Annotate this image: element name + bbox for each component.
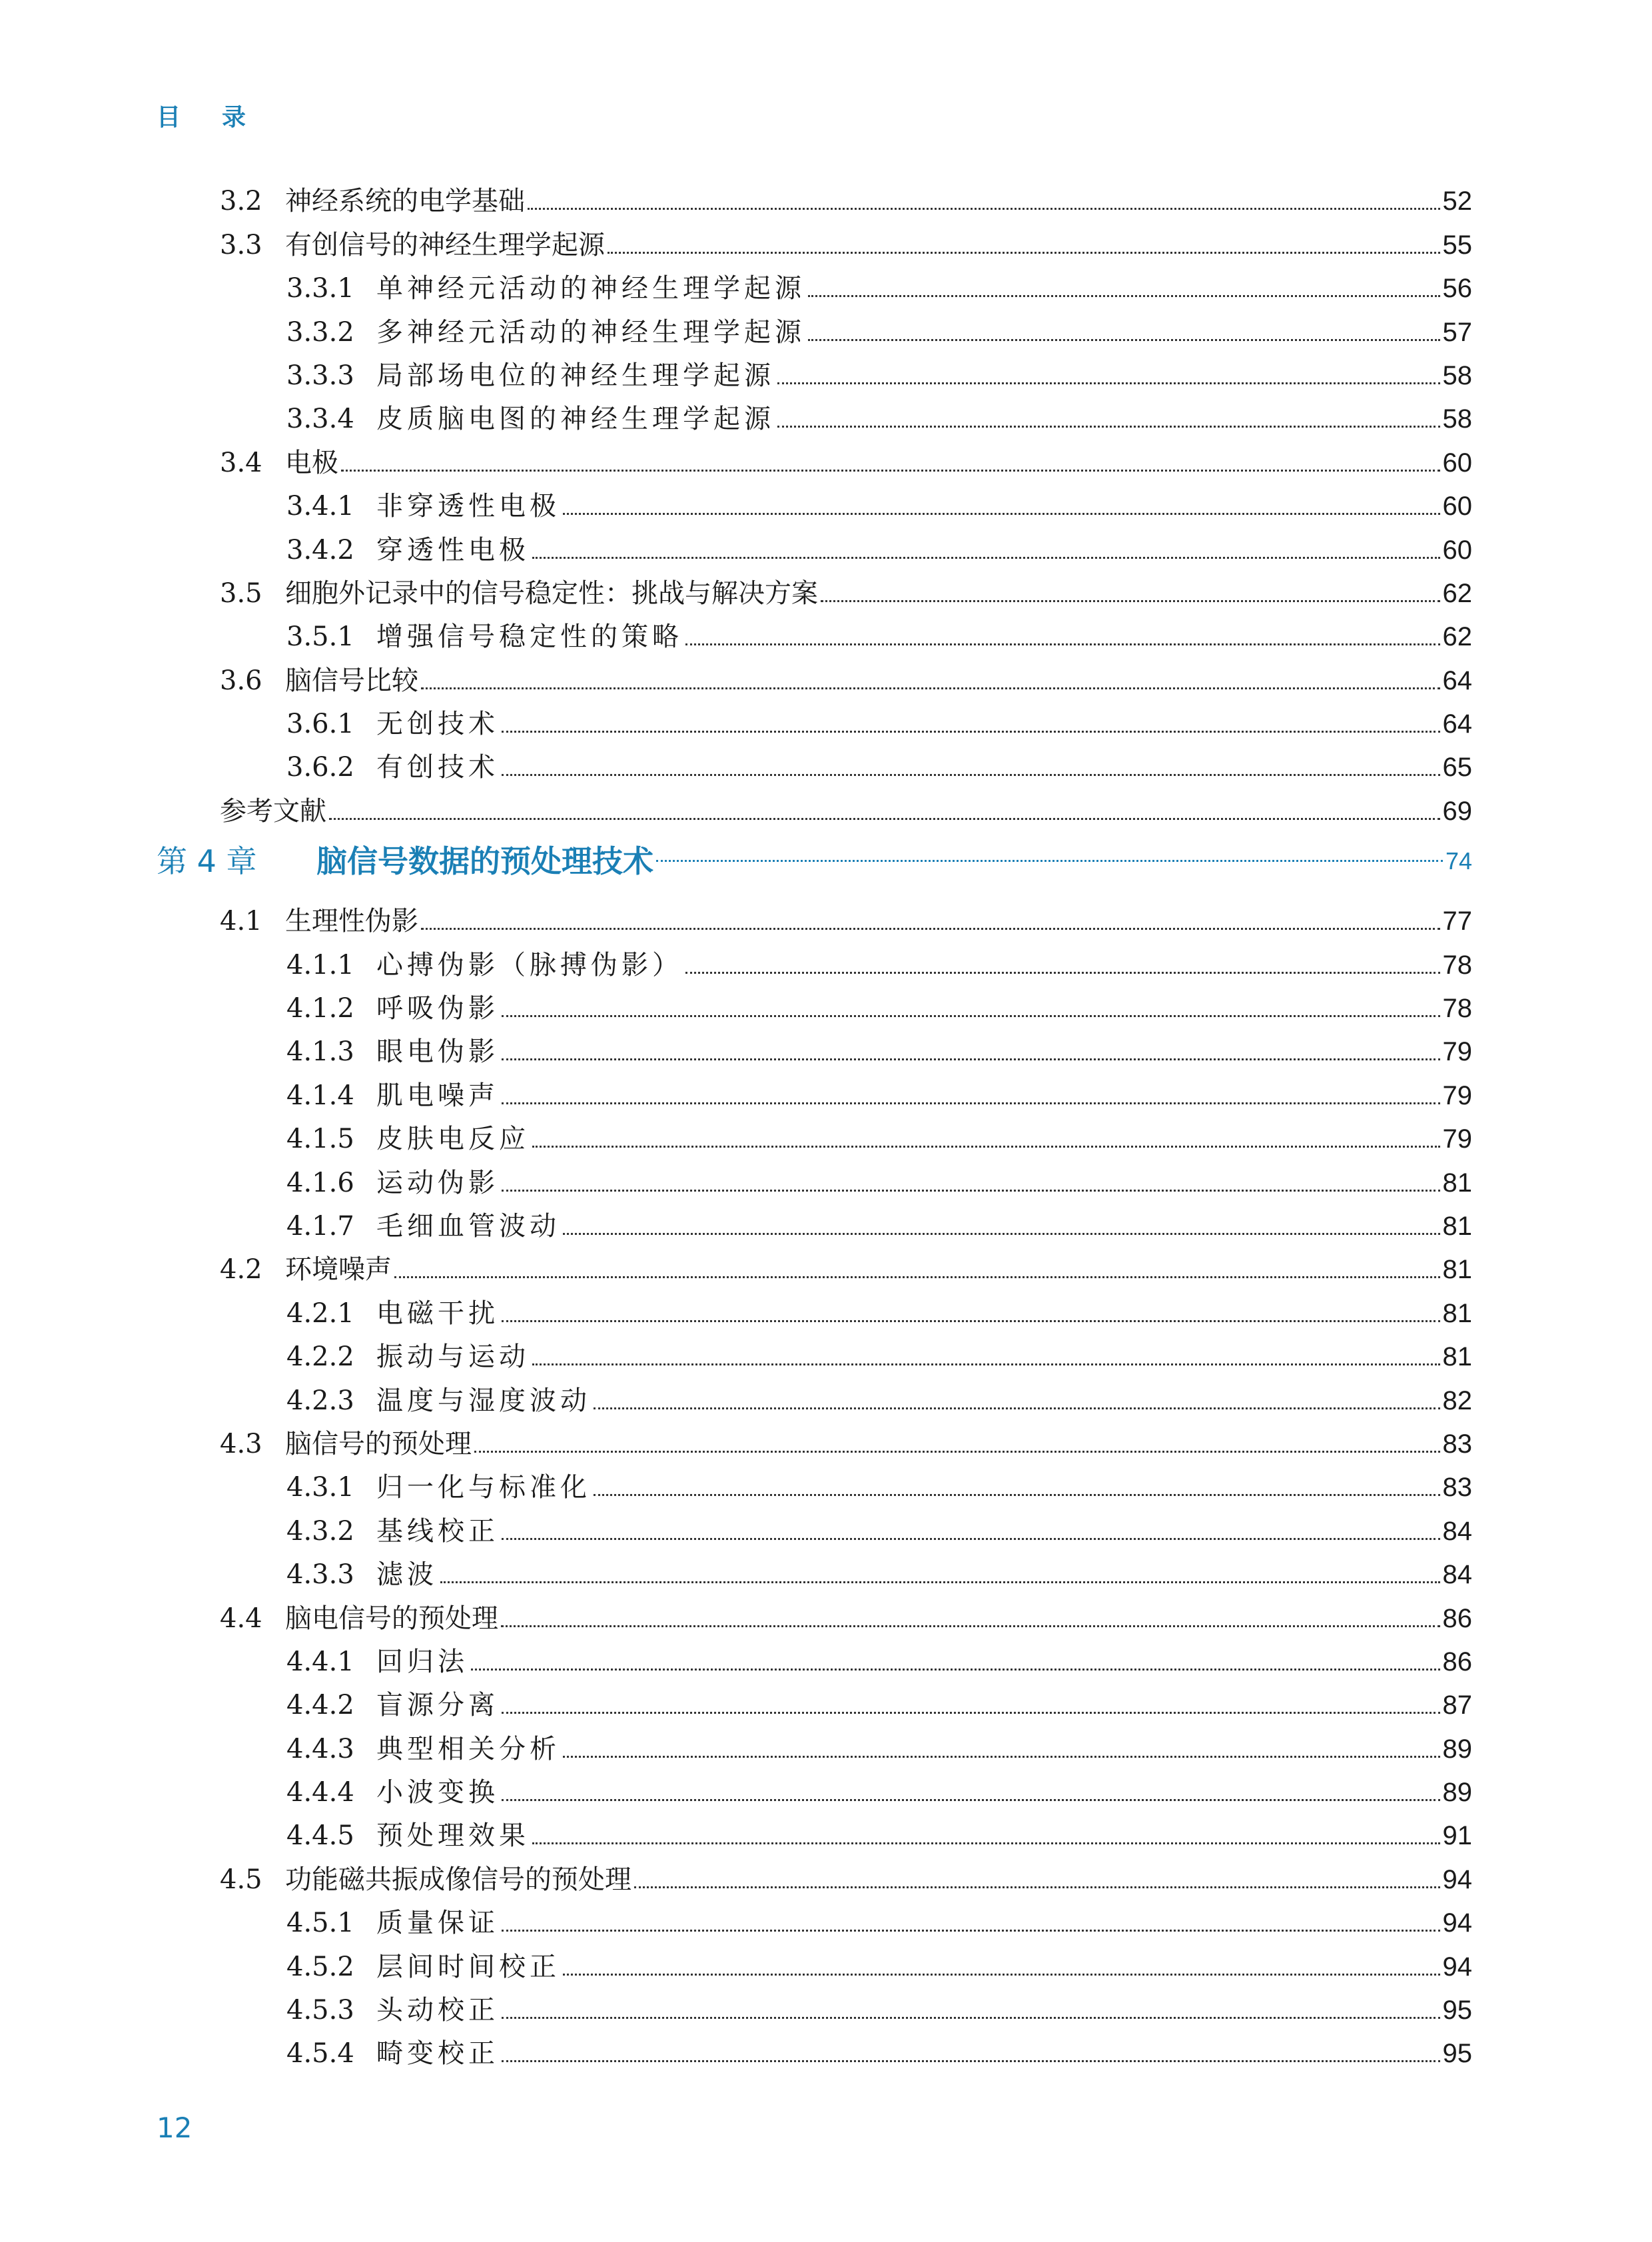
toc-entry-title: 生理性伪影 [285, 906, 418, 937]
toc-entry-page: 65 [1442, 753, 1472, 783]
dot-leader [502, 1015, 1440, 1017]
toc-entry-page: 58 [1442, 404, 1472, 434]
toc-entry-number: 3.4 [220, 447, 262, 478]
dot-leader [821, 600, 1440, 602]
toc-entry-page: 58 [1442, 360, 1472, 390]
toc-entry-page: 69 [1442, 796, 1472, 826]
toc-entry-page: 57 [1442, 317, 1472, 347]
toc-entry-number: 4.1.7 [286, 1210, 354, 1242]
toc-entry[interactable] [157, 653, 1472, 697]
toc-entry[interactable] [157, 1896, 1472, 1940]
toc-entry[interactable] [157, 610, 1472, 653]
toc-entry[interactable] [157, 938, 1472, 981]
dot-leader [563, 513, 1440, 515]
dot-leader [421, 928, 1440, 930]
toc-entry-page: 81 [1442, 1211, 1472, 1241]
toc-entry-page: 78 [1442, 950, 1472, 980]
toc-entry-number: 3.6 [220, 665, 262, 696]
toc-entry-page: 82 [1442, 1385, 1472, 1415]
toc-entry-page: 78 [1442, 994, 1472, 1024]
toc-entry-number: 3.4.2 [286, 534, 354, 565]
toc-entry[interactable] [157, 982, 1472, 1025]
dot-leader [502, 2060, 1440, 2062]
toc-entry-title: 归一化与标准化 [376, 1472, 591, 1503]
toc-entry-number: 4.5.2 [286, 1951, 354, 1982]
toc-entry-page: 56 [1442, 274, 1472, 304]
dot-leader [474, 1451, 1440, 1453]
toc-entry-title: 质量保证 [376, 1908, 499, 1939]
toc-entry-number: 3.4.1 [286, 491, 354, 522]
toc-entry-title: 基线校正 [376, 1515, 499, 1547]
dot-leader [808, 339, 1440, 341]
toc-entry-title: 盲源分离 [376, 1690, 499, 1721]
toc-entry[interactable] [157, 1200, 1472, 1243]
toc-entry-page: 55 [1442, 230, 1472, 260]
toc-entry[interactable] [157, 784, 1472, 827]
toc-entry-page: 74 [1445, 847, 1472, 875]
toc-entry-title: 预处理效果 [376, 1820, 530, 1852]
toc-entry[interactable] [157, 1156, 1472, 1199]
dot-leader [532, 1363, 1440, 1365]
toc-entry-title: 电磁干扰 [376, 1298, 499, 1329]
toc-entry-page: 81 [1442, 1342, 1472, 1372]
running-header: 目录 [157, 104, 288, 131]
toc-entry-title: 电极 [285, 447, 338, 478]
toc-entry-title: 有创技术 [376, 752, 499, 783]
toc-entry-number: 3.3.3 [286, 360, 354, 391]
toc-entry-number: 4.1.6 [286, 1167, 354, 1198]
toc-entry[interactable] [157, 1940, 1472, 1983]
toc-entry-page: 79 [1442, 1037, 1472, 1067]
dot-leader [563, 1233, 1440, 1235]
toc-entry-title: 单神经元活动的神经生理学起源 [376, 273, 805, 304]
dot-leader [634, 1886, 1440, 1888]
toc-entry-title: 脑信号的预处理 [285, 1428, 472, 1459]
toc-entry-number: 4.3.2 [286, 1515, 354, 1547]
toc-entry-title: 皮肤电反应 [376, 1124, 530, 1155]
toc-entry-number: 3.6.2 [286, 752, 354, 783]
toc-entry-number: 4.4.3 [286, 1733, 354, 1764]
toc-entry[interactable] [157, 1766, 1472, 1809]
toc-entry-title: 心搏伪影（脉搏伪影） [376, 949, 683, 980]
toc-entry-number: 4.4.5 [286, 1820, 354, 1852]
toc-entry-title: 穿透性电极 [376, 534, 530, 565]
toc-entry-number: 3.5 [220, 577, 262, 609]
toc-entry[interactable] [157, 1286, 1472, 1329]
toc-entry-title: 环境噪声 [285, 1254, 392, 1286]
toc-entry-number: 3.3.1 [286, 273, 354, 304]
toc-entry-number: 4.3.1 [286, 1472, 354, 1503]
toc-entry[interactable] [157, 436, 1472, 479]
toc-entry-page: 94 [1442, 1908, 1472, 1938]
toc-entry[interactable] [157, 392, 1472, 436]
toc-entry-page: 91 [1442, 1821, 1472, 1851]
toc-entry[interactable] [157, 1591, 1472, 1635]
dot-leader [502, 1320, 1440, 1322]
dot-leader [502, 1799, 1440, 1801]
toc-entry[interactable] [157, 1809, 1472, 1852]
toc-entry[interactable] [157, 1025, 1472, 1068]
toc-entry-page: 62 [1442, 622, 1472, 652]
toc-entry-number: 4.1 [220, 906, 262, 937]
toc-entry[interactable] [157, 567, 1472, 610]
dot-leader [532, 1842, 1440, 1844]
toc-entry-page: 89 [1442, 1778, 1472, 1808]
toc-entry-page: 86 [1442, 1603, 1472, 1633]
toc-entry-page: 87 [1442, 1690, 1472, 1720]
dot-leader [808, 295, 1440, 297]
toc-entry-title: 神经系统的电学基础 [285, 186, 525, 217]
toc-entry-page: 81 [1442, 1298, 1472, 1328]
toc-entry-number: 4.3 [220, 1428, 262, 1459]
toc-entry-number: 3.5.1 [286, 621, 354, 653]
toc-entry-number: 4.4.1 [286, 1646, 354, 1677]
dot-leader [685, 972, 1440, 974]
toc-entry-title: 呼吸伪影 [376, 993, 499, 1024]
toc-entry-number: 4.4.2 [286, 1690, 354, 1721]
toc-entry-number: 4.4.4 [286, 1777, 354, 1808]
dot-leader [777, 426, 1440, 428]
dot-leader [502, 774, 1440, 776]
toc-entry[interactable] [157, 697, 1472, 741]
toc-entry-number: 4.2.2 [286, 1341, 354, 1373]
toc-entry-number: 4.5.1 [286, 1908, 354, 1939]
toc-entry[interactable] [157, 1635, 1472, 1679]
toc-entry[interactable] [157, 175, 1472, 218]
toc-entry-number: 3.2 [220, 186, 262, 217]
toc-entry-title: 层间时间校正 [376, 1951, 560, 1982]
toc-entry[interactable] [157, 1984, 1472, 2027]
toc-chapter-entry[interactable] [157, 828, 1472, 895]
page-number: 12 [157, 2111, 193, 2144]
toc-entry-page: 89 [1442, 1734, 1472, 1764]
toc-entry-page: 94 [1442, 1864, 1472, 1894]
dot-leader [502, 1538, 1440, 1540]
toc-entry[interactable] [157, 1548, 1472, 1591]
toc-entry[interactable] [157, 1112, 1472, 1156]
toc-entry-title: 非穿透性电极 [376, 491, 560, 522]
toc-entry-number: 4.1.5 [286, 1124, 354, 1155]
toc-entry-number: 3.6.1 [286, 709, 354, 740]
dot-leader [329, 818, 1440, 820]
toc-entry-number: 3.3 [220, 229, 262, 260]
toc-entry-page: 95 [1442, 1996, 1472, 2026]
toc-entry-title: 滤波 [376, 1559, 438, 1591]
toc-entry-title: 有创信号的神经生理学起源 [285, 229, 605, 260]
toc-entry[interactable] [157, 262, 1472, 305]
dot-leader [502, 731, 1440, 733]
toc-entry-title: 温度与湿度波动 [376, 1385, 591, 1416]
toc-entry-title: 增强信号稳定性的策略 [376, 621, 683, 653]
dot-leader [471, 1669, 1440, 1671]
dot-leader [502, 1058, 1440, 1060]
toc-entry[interactable] [157, 1852, 1472, 1896]
toc-entry[interactable] [157, 2027, 1472, 2070]
toc-entry[interactable] [157, 523, 1472, 566]
toc-entry-title: 脑信号数据的预处理技术 [316, 843, 653, 879]
dot-leader [501, 1625, 1440, 1627]
dot-leader [594, 1494, 1440, 1496]
dot-leader [341, 470, 1440, 472]
dot-leader [656, 860, 1443, 862]
dot-leader [608, 252, 1440, 254]
toc-entry-page: 52 [1442, 187, 1472, 216]
dot-leader [502, 1190, 1440, 1192]
toc-entry-page: 84 [1442, 1560, 1472, 1590]
table-of-contents [157, 175, 1472, 2070]
toc-entry-number: 4.5.4 [286, 2038, 354, 2069]
toc-entry-title: 运动伪影 [376, 1167, 499, 1198]
toc-entry-title: 头动校正 [376, 1995, 499, 2026]
toc-entry-title: 畸变校正 [376, 2038, 499, 2069]
toc-entry[interactable] [157, 741, 1472, 784]
dot-leader [502, 1712, 1440, 1714]
dot-leader [563, 1756, 1440, 1758]
dot-leader [532, 557, 1440, 559]
toc-entry-page: 81 [1442, 1168, 1472, 1198]
toc-entry-title: 参考文献 [220, 795, 326, 827]
toc-entry[interactable] [157, 1722, 1472, 1765]
toc-entry-title: 无创技术 [376, 709, 499, 740]
dot-leader [532, 1146, 1440, 1148]
toc-entry-page: 64 [1442, 665, 1472, 695]
toc-entry[interactable] [157, 480, 1472, 523]
toc-entry[interactable] [157, 1417, 1472, 1461]
toc-entry-page: 60 [1442, 448, 1472, 478]
dot-leader [394, 1276, 1440, 1278]
toc-entry-title: 毛细血管波动 [376, 1210, 560, 1242]
toc-entry-page: 64 [1442, 709, 1472, 739]
dot-leader [502, 1102, 1440, 1104]
dot-leader [502, 2017, 1440, 2019]
toc-entry-number: 4.2.1 [286, 1298, 354, 1329]
toc-entry-page: 86 [1442, 1647, 1472, 1677]
toc-entry-page: 79 [1442, 1080, 1472, 1110]
toc-entry[interactable] [157, 349, 1472, 392]
toc-entry[interactable] [157, 1461, 1472, 1504]
toc-entry[interactable] [157, 1068, 1472, 1112]
toc-entry-number: 4.2 [220, 1254, 262, 1286]
toc-entry-title: 皮质脑电图的神经生理学起源 [376, 404, 775, 435]
toc-entry-page: 84 [1442, 1516, 1472, 1546]
toc-entry-title: 回归法 [376, 1646, 468, 1677]
toc-entry-title: 典型相关分析 [376, 1733, 560, 1764]
toc-entry-page: 62 [1442, 578, 1472, 608]
toc-entry-title: 眼电伪影 [376, 1036, 499, 1068]
toc-entry-number: 4.1.2 [286, 993, 354, 1024]
toc-entry-number: 4.1.1 [286, 949, 354, 980]
toc-entry-title: 细胞外记录中的信号稳定性：挑战与解决方案 [285, 577, 818, 609]
toc-entry-number: 4.5.3 [286, 1995, 354, 2026]
toc-entry-number: 3.3.2 [286, 316, 354, 348]
toc-entry-number: 4.1.3 [286, 1036, 354, 1068]
dot-leader [777, 382, 1440, 384]
toc-entry-number: 第 4 章 [157, 843, 257, 879]
toc-entry[interactable] [157, 305, 1472, 348]
toc-entry-page: 79 [1442, 1124, 1472, 1154]
dot-leader [563, 1974, 1440, 1976]
toc-entry-title: 肌电噪声 [376, 1080, 499, 1111]
toc-entry-number: 4.5 [220, 1864, 262, 1895]
toc-entry-title: 振动与运动 [376, 1341, 530, 1373]
toc-entry-page: 83 [1442, 1473, 1472, 1503]
dot-leader [528, 208, 1440, 210]
toc-entry-number: 4.4 [220, 1603, 262, 1634]
toc-entry[interactable] [157, 1330, 1472, 1373]
toc-entry-page: 95 [1442, 2039, 1472, 2069]
toc-entry-page: 60 [1442, 535, 1472, 565]
toc-entry-number: 3.3.4 [286, 404, 354, 435]
toc-entry[interactable] [157, 1373, 1472, 1417]
dot-leader [440, 1581, 1440, 1583]
toc-entry[interactable] [157, 1243, 1472, 1286]
toc-entry-page: 83 [1442, 1429, 1472, 1459]
toc-entry-number: 4.3.3 [286, 1559, 354, 1591]
dot-leader [594, 1407, 1440, 1409]
toc-entry-page: 77 [1442, 907, 1472, 936]
dot-leader [685, 643, 1440, 645]
toc-entry-title: 多神经元活动的神经生理学起源 [376, 316, 805, 348]
toc-entry-title: 脑信号比较 [285, 665, 418, 696]
toc-entry-title: 脑电信号的预处理 [285, 1603, 498, 1634]
toc-entry-page: 81 [1442, 1255, 1472, 1285]
toc-entry-number: 4.1.4 [286, 1080, 354, 1111]
toc-entry[interactable] [157, 1679, 1472, 1722]
dot-leader [421, 687, 1440, 689]
dot-leader [502, 1930, 1440, 1932]
toc-entry[interactable] [157, 895, 1472, 938]
toc-entry-page: 60 [1442, 492, 1472, 522]
toc-entry-number: 4.2.3 [286, 1385, 354, 1416]
toc-entry-title: 功能磁共振成像信号的预处理 [285, 1864, 631, 1895]
toc-entry[interactable] [157, 1504, 1472, 1547]
toc-entry-title: 小波变换 [376, 1777, 499, 1808]
toc-entry-title: 局部场电位的神经生理学起源 [376, 360, 775, 391]
toc-entry-page: 94 [1442, 1952, 1472, 1982]
toc-entry[interactable] [157, 218, 1472, 261]
